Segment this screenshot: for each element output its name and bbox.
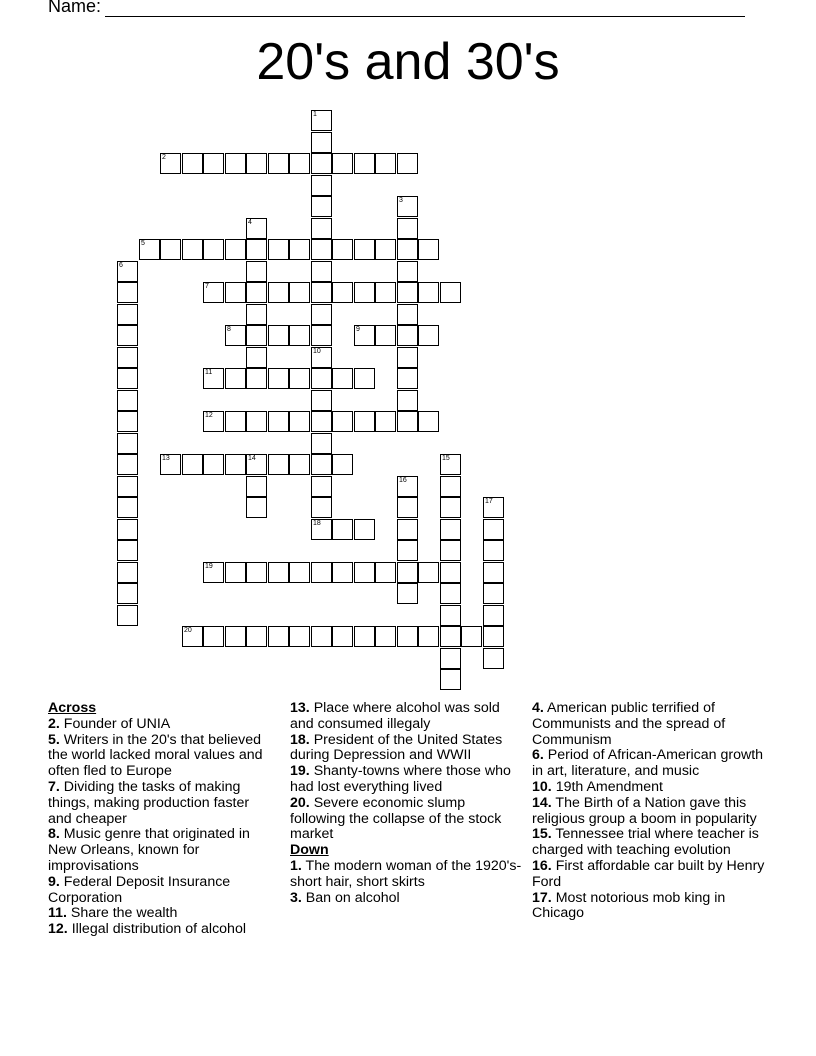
grid-cell[interactable] — [375, 411, 396, 432]
across-heading: Across — [48, 700, 97, 716]
grid-cell[interactable] — [246, 368, 267, 389]
grid-cell[interactable] — [440, 626, 461, 647]
clue-down-3: 3. Ban on alcohol — [290, 889, 400, 906]
grid-cell[interactable] — [418, 325, 439, 346]
grid-cell[interactable] — [397, 519, 418, 540]
grid-cell[interactable] — [483, 648, 504, 669]
grid-cell[interactable] — [160, 454, 181, 475]
clues-column-1 — [48, 701, 273, 938]
clue-number: 5 — [141, 240, 145, 247]
grid-cell[interactable] — [397, 497, 418, 518]
grid-cell[interactable] — [246, 282, 267, 303]
grid-cell[interactable] — [440, 648, 461, 669]
grid-cell[interactable] — [225, 282, 246, 303]
grid-cell[interactable] — [332, 562, 353, 583]
grid-cell[interactable] — [311, 325, 332, 346]
clue-across-18: 18. President of the United States during Depression and WWII — [290, 731, 503, 764]
grid-cell[interactable] — [268, 562, 289, 583]
grid-cell[interactable] — [440, 454, 461, 475]
grid-cell[interactable] — [246, 304, 267, 325]
grid-cell[interactable] — [289, 325, 310, 346]
clue-across-11: 11. Share the wealth — [48, 905, 178, 922]
grid-cell[interactable] — [332, 626, 353, 647]
grid-cell[interactable] — [440, 605, 461, 626]
clue-across-12: 12. Illegal distribution of alcohol — [48, 921, 246, 938]
grid-cell[interactable] — [311, 454, 332, 475]
grid-cell[interactable] — [311, 239, 332, 260]
grid-cell[interactable] — [289, 411, 310, 432]
grid-cell[interactable] — [289, 282, 310, 303]
grid-cell[interactable] — [440, 540, 461, 561]
clue-number: 20 — [184, 627, 192, 634]
grid-cell[interactable] — [225, 562, 246, 583]
grid-cell[interactable] — [440, 282, 461, 303]
grid-cell[interactable] — [203, 626, 224, 647]
grid-cell[interactable] — [418, 626, 439, 647]
grid-cell[interactable] — [311, 476, 332, 497]
grid-cell[interactable] — [397, 239, 418, 260]
grid-cell[interactable] — [203, 282, 224, 303]
grid-cell[interactable] — [397, 626, 418, 647]
grid-cell[interactable] — [246, 261, 267, 282]
grid-cell[interactable] — [160, 153, 181, 174]
grid-cell[interactable] — [375, 153, 396, 174]
clue-across-19: 19. Shanty-towns where those who had lost everything lived — [290, 763, 511, 795]
grid-cell[interactable] — [117, 605, 138, 626]
grid-cell[interactable] — [311, 196, 332, 217]
grid-cell[interactable] — [311, 261, 332, 282]
grid-cell[interactable] — [246, 626, 267, 647]
grid-cell[interactable] — [440, 497, 461, 518]
clues-column-2 — [290, 701, 524, 906]
clues-column-3 — [532, 701, 772, 922]
grid-cell[interactable] — [160, 239, 181, 260]
clue-across-13: 13. Place where alcohol was sold and consumed illegaly — [290, 700, 500, 732]
clue-number: 14 — [248, 455, 256, 462]
grid-cell[interactable] — [397, 218, 418, 239]
grid-cell[interactable] — [117, 368, 138, 389]
grid-cell[interactable] — [139, 239, 160, 260]
grid-cell[interactable] — [397, 325, 418, 346]
grid-cell[interactable] — [311, 368, 332, 389]
grid-cell[interactable] — [397, 583, 418, 604]
clue-across-20: 20. Severe economic slump following the collapse of the stock market — [290, 794, 502, 843]
name-label: Name: — [48, 0, 102, 16]
grid-cell[interactable] — [311, 153, 332, 174]
grid-cell[interactable] — [375, 282, 396, 303]
clue-number: 3 — [399, 197, 403, 204]
grid-cell[interactable] — [311, 175, 332, 196]
grid-cell[interactable] — [311, 132, 332, 153]
grid-cell[interactable] — [311, 411, 332, 432]
clue-number: 6 — [119, 262, 123, 269]
grid-cell[interactable] — [397, 540, 418, 561]
grid-cell[interactable] — [117, 454, 138, 475]
grid-cell[interactable] — [182, 153, 203, 174]
grid-cell[interactable] — [225, 411, 246, 432]
grid-cell[interactable] — [397, 476, 418, 497]
grid-cell[interactable] — [117, 562, 138, 583]
grid-cell[interactable] — [289, 368, 310, 389]
grid-cell[interactable] — [311, 347, 332, 368]
grid-cell[interactable] — [203, 454, 224, 475]
grid-cell[interactable] — [354, 519, 375, 540]
clue-number: 17 — [485, 498, 493, 505]
clue-number: 11 — [205, 369, 213, 376]
grid-cell[interactable] — [311, 110, 332, 131]
grid-cell[interactable] — [246, 454, 267, 475]
clue-across-2: 2. Founder of UNIA — [48, 715, 171, 732]
grid-cell[interactable] — [440, 669, 461, 690]
grid-cell[interactable] — [397, 390, 418, 411]
grid-cell[interactable] — [311, 282, 332, 303]
grid-cell[interactable] — [225, 626, 246, 647]
grid-cell[interactable] — [440, 562, 461, 583]
grid-cell[interactable] — [354, 626, 375, 647]
grid-cell[interactable] — [375, 325, 396, 346]
grid-cell[interactable] — [311, 390, 332, 411]
grid-cell[interactable] — [311, 497, 332, 518]
grid-cell[interactable] — [397, 196, 418, 217]
grid-cell[interactable] — [268, 454, 289, 475]
grid-cell[interactable] — [332, 239, 353, 260]
clue-number: 12 — [205, 412, 213, 419]
grid-cell[interactable] — [117, 433, 138, 454]
clue-number: 2 — [162, 154, 166, 161]
grid-cell[interactable] — [182, 239, 203, 260]
grid-cell[interactable] — [225, 454, 246, 475]
clue-number: 4 — [248, 219, 252, 226]
grid-cell[interactable] — [332, 153, 353, 174]
grid-cell[interactable] — [332, 282, 353, 303]
grid-cell[interactable] — [483, 605, 504, 626]
clue-across-5: 5. Writers in the 20's that believed the world lacked moral values and often fled to Europe — [48, 731, 263, 780]
grid-cell[interactable] — [483, 583, 504, 604]
grid-cell[interactable] — [117, 540, 138, 561]
clue-number: 1 — [313, 111, 317, 118]
clue-number: 16 — [399, 477, 407, 484]
grid-cell[interactable] — [225, 368, 246, 389]
grid-cell[interactable] — [117, 519, 138, 540]
clue-across-8: 8. Music genre that originated in New Orleans, known for improvisations — [48, 826, 250, 874]
grid-cell[interactable] — [354, 153, 375, 174]
grid-cell[interactable] — [289, 454, 310, 475]
grid-cell[interactable] — [311, 562, 332, 583]
grid-cell[interactable] — [483, 497, 504, 518]
grid-cell[interactable] — [246, 153, 267, 174]
grid-cell[interactable] — [375, 562, 396, 583]
grid-cell[interactable] — [418, 562, 439, 583]
grid-cell[interactable] — [117, 390, 138, 411]
clue-number: 19 — [205, 563, 213, 570]
grid-cell[interactable] — [354, 562, 375, 583]
grid-cell[interactable] — [440, 476, 461, 497]
down-heading: Down — [290, 842, 329, 859]
grid-cell[interactable] — [203, 239, 224, 260]
clue-down-14: 14. The Birth of a Nation gave this religious group a boom in popularity — [532, 794, 757, 827]
grid-cell[interactable] — [354, 411, 375, 432]
grid-cell[interactable] — [225, 325, 246, 346]
clue-down-17: 17. Most notorious mob king in Chicago — [532, 889, 726, 922]
grid-cell[interactable] — [311, 519, 332, 540]
clue-number: 18 — [313, 520, 321, 527]
grid-cell[interactable] — [418, 411, 439, 432]
grid-cell[interactable] — [375, 626, 396, 647]
grid-cell[interactable] — [117, 325, 138, 346]
grid-cell[interactable] — [268, 325, 289, 346]
grid-cell[interactable] — [397, 368, 418, 389]
grid-cell[interactable] — [332, 368, 353, 389]
page-title: 20's and 30's — [256, 33, 560, 91]
grid-cell[interactable] — [483, 519, 504, 540]
grid-cell[interactable] — [246, 476, 267, 497]
grid-cell[interactable] — [440, 583, 461, 604]
grid-cell[interactable] — [268, 153, 289, 174]
grid-cell[interactable] — [483, 562, 504, 583]
grid-cell[interactable] — [289, 239, 310, 260]
grid-cell[interactable] — [203, 562, 224, 583]
grid-cell[interactable] — [246, 218, 267, 239]
grid-cell[interactable] — [354, 325, 375, 346]
grid-cell[interactable] — [397, 304, 418, 325]
grid-cell[interactable] — [225, 153, 246, 174]
clue-down-1: 1. The modern woman of the 1920's- short hair, short skirts — [290, 857, 522, 890]
grid-cell[interactable] — [375, 239, 396, 260]
grid-cell[interactable] — [311, 218, 332, 239]
grid-cell[interactable] — [354, 368, 375, 389]
grid-cell[interactable] — [117, 261, 138, 282]
grid-cell[interactable] — [289, 626, 310, 647]
grid-cell[interactable] — [418, 239, 439, 260]
grid-cell[interactable] — [182, 626, 203, 647]
clue-down-16: 16. First affordable car built by Henry Ford — [532, 857, 765, 890]
grid-cell[interactable] — [203, 411, 224, 432]
clue-down-4: 4. American public terrified of Communists and the spread of Communism — [532, 700, 726, 748]
grid-cell[interactable] — [397, 347, 418, 368]
grid-cell[interactable] — [483, 540, 504, 561]
clue-down-10: 10. 19th Amendment — [532, 778, 663, 795]
grid-cell[interactable] — [311, 626, 332, 647]
clue-across-9: 9. Federal Deposit Insurance Corporation — [48, 873, 231, 906]
grid-cell[interactable] — [117, 411, 138, 432]
grid-cell[interactable] — [117, 304, 138, 325]
grid-cell[interactable] — [182, 454, 203, 475]
grid-cell[interactable] — [246, 411, 267, 432]
clue-number: 15 — [442, 455, 450, 462]
grid-cell[interactable] — [332, 454, 353, 475]
grid-cell[interactable] — [246, 562, 267, 583]
grid-cell[interactable] — [268, 626, 289, 647]
grid-cell[interactable] — [397, 411, 418, 432]
grid-cell[interactable] — [203, 153, 224, 174]
grid-cell[interactable] — [483, 626, 504, 647]
clue-number: 8 — [227, 326, 231, 333]
grid-cell[interactable] — [268, 282, 289, 303]
clue-number: 13 — [162, 455, 170, 462]
grid-cell[interactable] — [117, 497, 138, 518]
grid-cell[interactable] — [246, 347, 267, 368]
grid-cell[interactable] — [440, 519, 461, 540]
grid-cell[interactable] — [246, 239, 267, 260]
grid-cell[interactable] — [354, 282, 375, 303]
grid-cell[interactable] — [289, 562, 310, 583]
clue-across-7: 7. Dividing the tasks of making things, making production faster and cheaper — [48, 778, 250, 827]
grid-cell[interactable] — [418, 282, 439, 303]
grid-cell[interactable] — [397, 562, 418, 583]
grid-cell[interactable] — [117, 583, 138, 604]
grid-cell[interactable] — [311, 433, 332, 454]
grid-cell[interactable] — [246, 497, 267, 518]
clue-number: 9 — [356, 326, 360, 333]
grid-cell[interactable] — [268, 411, 289, 432]
clue-number: 7 — [205, 283, 209, 290]
grid-cell[interactable] — [332, 519, 353, 540]
grid-cell[interactable] — [225, 239, 246, 260]
grid-cell[interactable] — [332, 411, 353, 432]
grid-cell[interactable] — [354, 239, 375, 260]
grid-cell[interactable] — [268, 239, 289, 260]
grid-cell[interactable] — [461, 626, 482, 647]
grid-cell[interactable] — [289, 153, 310, 174]
clue-down-15: 15. Tennessee trial where teacher is charged with teaching evolution — [532, 826, 759, 859]
clue-number: 10 — [313, 348, 321, 355]
clue-down-6: 6. Period of African-American growth in art, literature, and music — [532, 747, 764, 780]
grid-cell[interactable] — [117, 347, 138, 368]
grid-cell[interactable] — [117, 282, 138, 303]
grid-cell[interactable] — [203, 368, 224, 389]
grid-cell[interactable] — [268, 368, 289, 389]
grid-cell[interactable] — [246, 325, 267, 346]
grid-cell[interactable] — [397, 282, 418, 303]
grid-cell[interactable] — [311, 304, 332, 325]
grid-cell[interactable] — [397, 261, 418, 282]
grid-cell[interactable] — [117, 476, 138, 497]
grid-cell[interactable] — [397, 153, 418, 174]
